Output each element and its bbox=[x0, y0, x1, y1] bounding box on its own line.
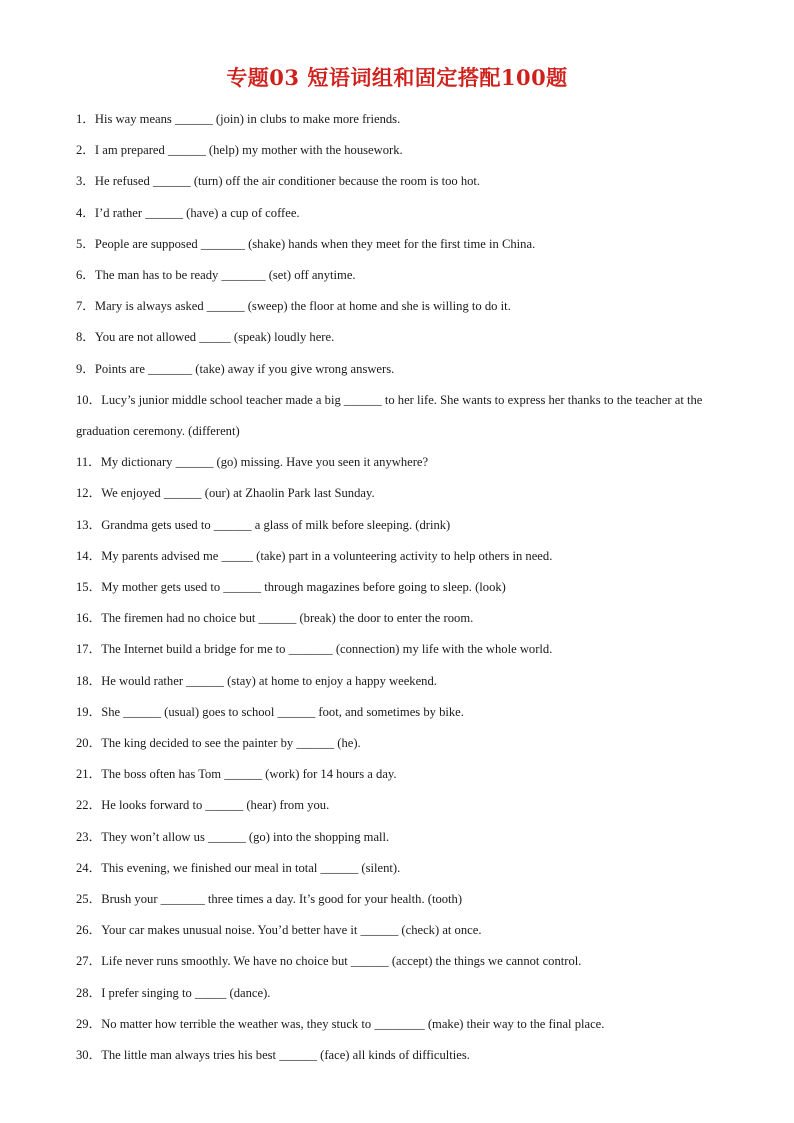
question-text: My dictionary ______ (go) missing. Have you seen it anywhere? bbox=[100, 455, 429, 470]
question-item bbox=[76, 260, 716, 291]
question-number: 3． bbox=[76, 174, 95, 189]
question-text: My mother gets used to ______ through magazines before going to sleep. (look) bbox=[101, 580, 506, 595]
question-number: 18． bbox=[76, 673, 102, 688]
question-item bbox=[76, 385, 716, 447]
question-number: 25． bbox=[76, 892, 102, 907]
question-text: No matter how terrible the weather was, they stuck to ________ (make) their way to the final place. bbox=[101, 1016, 605, 1031]
question-number: 19． bbox=[76, 704, 102, 719]
question-number: 16． bbox=[76, 611, 102, 626]
question-number: 9． bbox=[76, 361, 95, 376]
question-text: I prefer singing to _____ (dance). bbox=[101, 985, 271, 1000]
question-item bbox=[76, 291, 716, 322]
question-number: 20． bbox=[76, 736, 102, 751]
question-text: People are supposed _______ (shake) hands when they meet for the first time in China. bbox=[94, 236, 536, 251]
question-number: 8． bbox=[76, 330, 95, 345]
question-text: He refused ______ (turn) off the air conditioner because the room is too hot. bbox=[94, 174, 481, 189]
question-text: He would rather ______ (stay) at home to enjoy a happy weekend. bbox=[101, 673, 437, 688]
question-item bbox=[76, 759, 716, 790]
question-text: The little man always tries his best ______ (face) all kinds of difficulties. bbox=[101, 1048, 470, 1063]
question-text: You are not allowed _____ (speak) loudly here. bbox=[94, 330, 335, 345]
question-number: 22． bbox=[76, 798, 102, 813]
question-item bbox=[76, 728, 716, 759]
question-number: 2． bbox=[76, 143, 95, 158]
question-number: 21． bbox=[76, 767, 102, 782]
question-number: 15． bbox=[76, 580, 102, 595]
question-item bbox=[76, 634, 716, 665]
question-item bbox=[76, 822, 716, 853]
question-text: The boss often has Tom ______ (work) for 14 hours a day. bbox=[101, 767, 397, 782]
question-item bbox=[76, 478, 716, 509]
question-text: They won’t allow us ______ (go) into the shopping mall. bbox=[101, 829, 390, 844]
question-number: 26． bbox=[76, 923, 102, 938]
question-text: The firemen had no choice but ______ (break) the door to enter the room. bbox=[101, 611, 474, 626]
question-text: The Internet build a bridge for me to _______ (connection) my life with the whole world. bbox=[101, 642, 553, 657]
question-item bbox=[76, 884, 716, 915]
question-item bbox=[76, 697, 716, 728]
question-number: 29． bbox=[76, 1016, 102, 1031]
question-text: The man has to be ready _______ (set) off anytime. bbox=[94, 268, 356, 283]
question-item bbox=[76, 1040, 716, 1071]
question-text: The king decided to see the painter by ______ (he). bbox=[101, 736, 361, 751]
question-item bbox=[76, 541, 716, 572]
question-number: 24． bbox=[76, 860, 102, 875]
question-text: Brush your _______ three times a day. It’s good for your health. (tooth) bbox=[101, 892, 463, 907]
question-text: Your car makes unusual noise. You’d better have it ______ (check) at once. bbox=[101, 923, 482, 938]
question-item bbox=[76, 104, 716, 135]
question-number: 12． bbox=[76, 486, 102, 501]
question-text: My parents advised me _____ (take) part in a volunteering activity to help others in need. bbox=[101, 548, 553, 563]
question-item bbox=[76, 229, 716, 260]
question-number: 17． bbox=[76, 642, 102, 657]
question-number: 11． bbox=[76, 455, 101, 470]
question-item bbox=[76, 946, 716, 977]
question-item bbox=[76, 790, 716, 821]
question-number: 23． bbox=[76, 829, 102, 844]
question-item bbox=[76, 853, 716, 884]
question-text: His way means ______ (join) in clubs to make more friends. bbox=[94, 112, 401, 126]
question-item bbox=[76, 666, 716, 697]
question-number: 1． bbox=[76, 112, 95, 126]
question-text: He looks forward to ______ (hear) from you. bbox=[101, 798, 330, 813]
question-item bbox=[76, 1009, 716, 1040]
question-text: Points are _______ (take) away if you give wrong answers. bbox=[94, 361, 395, 376]
question-text: Lucy’s junior middle school teacher made a big ______ to her life. She wants to express her thanks to the teacher at the graduation ceremony. (different) bbox=[76, 392, 703, 439]
question-item bbox=[76, 978, 716, 1009]
question-item bbox=[76, 447, 716, 478]
question-item bbox=[76, 166, 716, 197]
question-text: Grandma gets used to ______ a glass of milk before sleeping. (drink) bbox=[101, 517, 451, 532]
question-text: I am prepared ______ (help) my mother with the housework. bbox=[94, 143, 403, 158]
page-title: 专题03 短语词组和固定搭配100题 bbox=[226, 65, 568, 90]
question-item bbox=[76, 572, 716, 603]
question-number: 4． bbox=[76, 205, 95, 220]
question-text: This evening, we finished our meal in total ______ (silent). bbox=[101, 860, 401, 875]
question-number: 30． bbox=[76, 1048, 102, 1063]
question-number: 7． bbox=[76, 299, 95, 314]
question-text: She ______ (usual) goes to school ______ foot, and sometimes by bike. bbox=[101, 704, 464, 719]
question-item bbox=[76, 510, 716, 541]
question-text: We enjoyed ______ (our) at Zhaolin Park last Sunday. bbox=[101, 486, 375, 501]
question-number: 5． bbox=[76, 236, 95, 251]
question-number: 28． bbox=[76, 985, 102, 1000]
question-number: 13． bbox=[76, 517, 102, 532]
question-number: 14． bbox=[76, 548, 102, 563]
question-item bbox=[76, 322, 716, 353]
question-number: 27． bbox=[76, 954, 102, 969]
question-item bbox=[76, 603, 716, 634]
question-item bbox=[76, 198, 716, 229]
question-item bbox=[76, 354, 716, 385]
question-item bbox=[76, 915, 716, 946]
question-number: 6． bbox=[76, 268, 95, 283]
question-text: Mary is always asked ______ (sweep) the floor at home and she is willing to do it. bbox=[94, 299, 511, 314]
question-number: 10． bbox=[76, 392, 102, 407]
question-item bbox=[76, 135, 716, 166]
question-list bbox=[76, 104, 716, 1071]
question-text: I’d rather ______ (have) a cup of coffee. bbox=[94, 205, 300, 220]
question-text: Life never runs smoothly. We have no choice but ______ (accept) the things we cannot control. bbox=[101, 954, 582, 969]
